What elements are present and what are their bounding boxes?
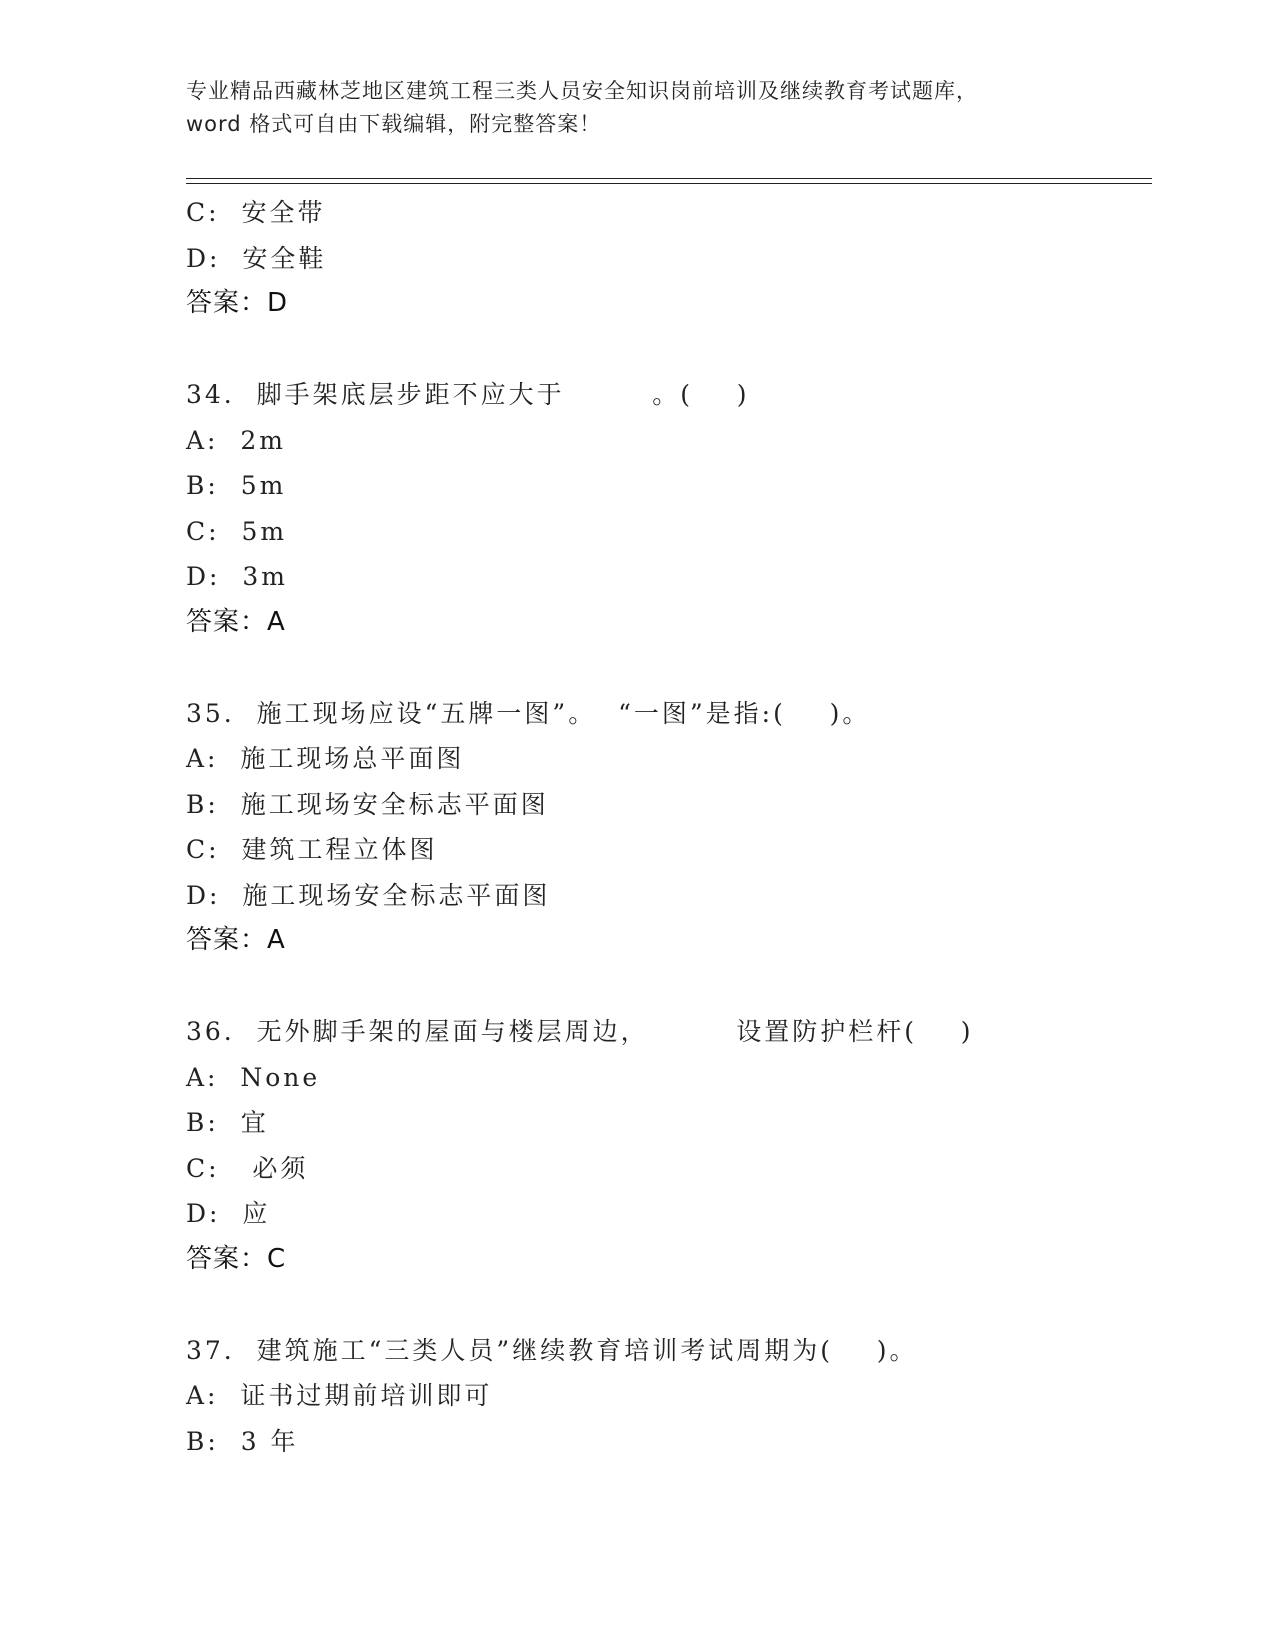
question-stem: 35. 施工现场应设“五牌一图”。 “一图”是指:( )。 <box>186 698 871 728</box>
answer-line: 答案：D <box>186 288 289 318</box>
option-d: D: 3m <box>186 562 288 591</box>
question-35 <box>186 691 1146 964</box>
spacer <box>186 645 1146 691</box>
question-stem: 34. 脚手架底层步距不应大于 。( ) <box>186 380 750 409</box>
answer-line: 答案：C <box>186 1243 287 1274</box>
option-d: D: 应 <box>186 1199 271 1228</box>
header-title-line-2: word 格式可自由下载编辑，附完整答案！ <box>186 112 602 136</box>
answer-line: 答案：A <box>186 606 286 637</box>
option-a: A: 2m <box>186 425 286 455</box>
option-b: B: 施工现场安全标志平面图 <box>186 789 549 819</box>
option-a: A: 证书过期前培训即可 <box>186 1381 493 1410</box>
question-34 <box>186 372 1146 645</box>
option-a: A: None <box>186 1062 321 1092</box>
question-list <box>186 190 1146 1464</box>
option-a: A: 施工现场总平面图 <box>186 744 465 773</box>
document-header <box>186 75 1146 141</box>
option-c: C: 必须 <box>186 1153 309 1183</box>
prev-question-block <box>186 190 1146 327</box>
option-c: C: 安全带 <box>186 198 326 227</box>
spacer <box>186 964 1146 1010</box>
option-c: C: 5m <box>186 516 288 546</box>
option-b: B: 5m <box>186 471 287 500</box>
spacer <box>186 327 1146 373</box>
header-divider-bottom <box>186 183 1152 184</box>
question-36 <box>186 1009 1146 1282</box>
option-b: B: 宜 <box>186 1108 269 1137</box>
spacer <box>186 1282 1146 1328</box>
question-37 <box>186 1328 1146 1465</box>
option-c: C: 建筑工程立体图 <box>186 835 438 864</box>
answer-line: 答案：A <box>186 925 286 955</box>
option-b: B: 3 年 <box>186 1426 299 1456</box>
question-stem: 36. 无外脚手架的屋面与楼层周边， 设置防护栏杆( ) <box>186 1017 974 1046</box>
option-d: D: 安全鞋 <box>186 243 327 273</box>
question-stem: 37. 建筑施工“三类人员”继续教育培训考试周期为( )。 <box>186 1335 918 1365</box>
option-d: D: 施工现场安全标志平面图 <box>186 880 551 910</box>
header-title-line-1: 专业精品西藏林芝地区建筑工程三类人员安全知识岗前培训及继续教育考试题库， <box>186 79 978 103</box>
header-divider-top <box>186 178 1152 179</box>
